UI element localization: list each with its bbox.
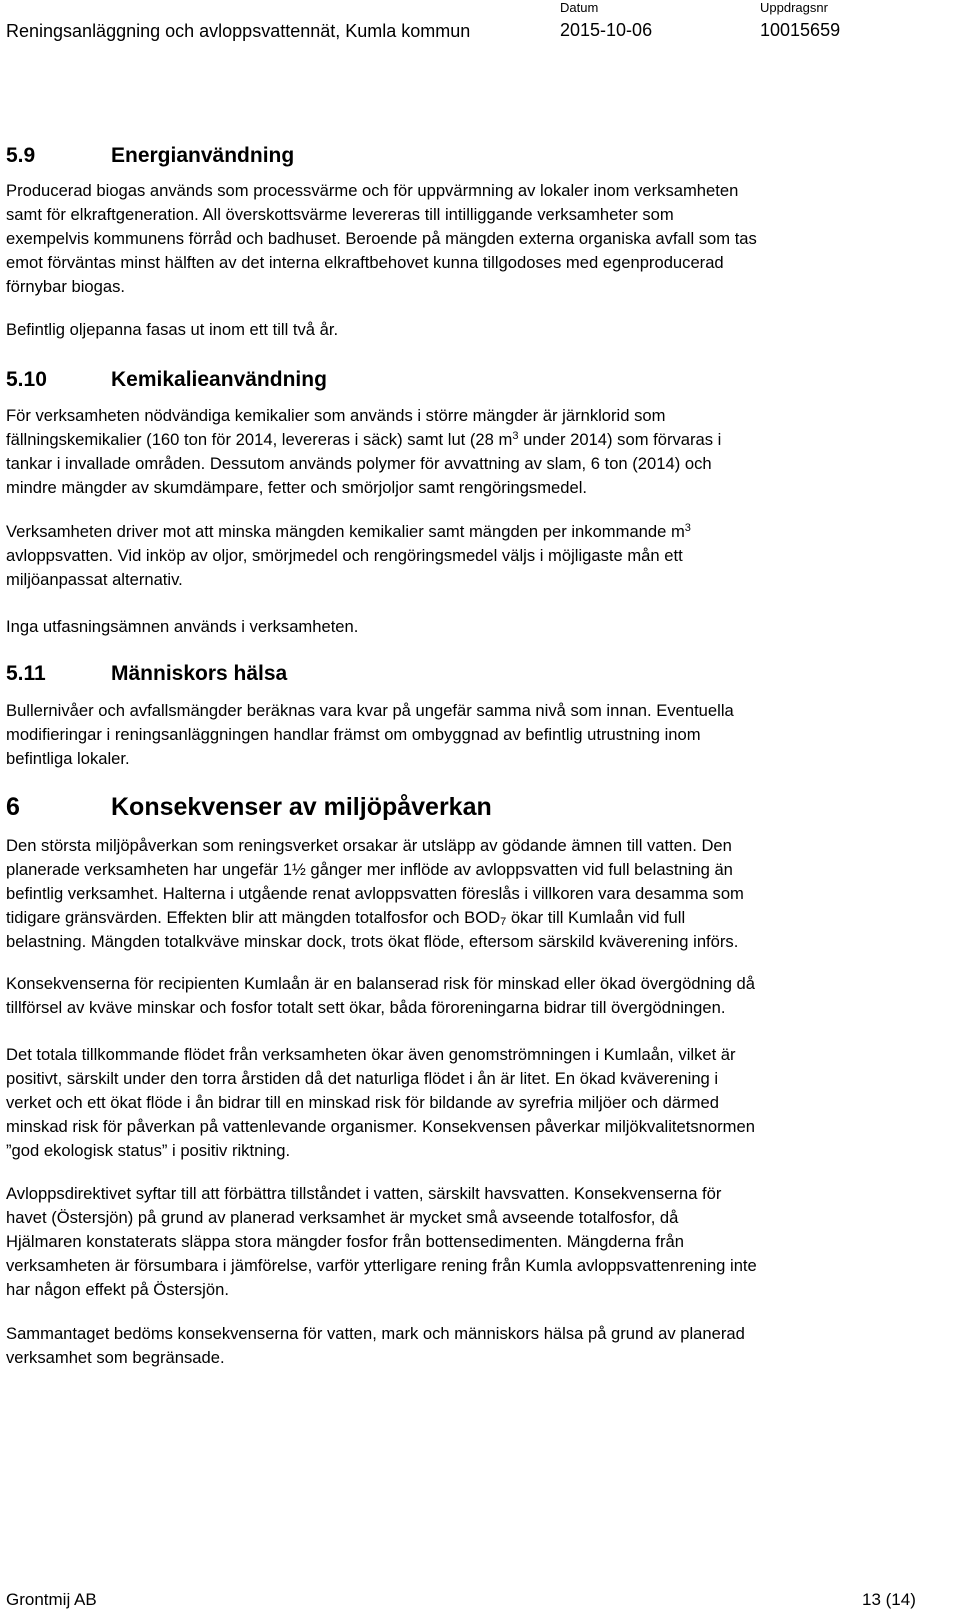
text-fragment: Verksamheten driver mot att minska mängden kemikalier samt mängden per inkommande m: [6, 522, 685, 541]
footer-company: Grontmij AB: [6, 1590, 97, 1609]
text-line: För verksamheten nödvändiga kemikalier som används i större mängder är järnklorid som: [6, 406, 666, 425]
paragraph: [6, 834, 946, 954]
text-line: verksamheten är försumbara i jämförelse, varför ytterligare rening från Kumla avloppsvattenrening inte: [6, 1256, 757, 1275]
section-title: Människors hälsa: [111, 662, 288, 685]
section-number: 5.11: [6, 662, 46, 685]
text-line: miljöanpassat alternativ.: [6, 570, 183, 589]
section-title: Energianvändning: [111, 144, 295, 167]
text-line: tillförsel av kväve minskar och fosfor totalt sett ökar, båda föroreningarna bidrar till övergödningen.: [6, 998, 726, 1017]
text-fragment: ökar till Kumlaån vid full: [506, 908, 686, 927]
section-title: Kemikalieanvändning: [111, 368, 327, 391]
subscript: 7: [500, 916, 507, 928]
text-line: Inga utfasningsämnen används i verksamheten.: [6, 617, 359, 636]
text-line: tankar i invallade områden. Dessutom används polymer för avvattning av slam, 6 ton (2014) och: [6, 454, 712, 473]
section-number: 5.10: [6, 368, 47, 391]
text-line: befintlig verksamhet. Halterna i utgående renat avloppsvatten föreslås i villkoren vara desamma som: [6, 884, 744, 903]
page-number: 13 (14): [862, 1590, 916, 1609]
paragraph: [6, 699, 946, 771]
superscript: 3: [512, 430, 519, 442]
text-line: Avloppsdirektivet syftar till att förbättra tillståndet i vatten, särskilt havsvatten. Konsekvenserna för: [6, 1184, 722, 1203]
text-line: [6, 520, 946, 544]
text-line: Konsekvenserna för recipienten Kumlaån är en balanserad risk för minskad eller ökad övergödning då: [6, 974, 755, 993]
text-line: Producerad biogas används som processvärme och för uppvärmning av lokaler inom verksamheten: [6, 181, 739, 200]
assignment-label: Uppdragsnr: [760, 0, 828, 15]
section-heading-5-11: [6, 662, 287, 686]
text-line: ”god ekologisk status” i positiv riktning.: [6, 1141, 291, 1160]
paragraph: [6, 1322, 946, 1370]
section-number: 5.9: [6, 144, 36, 167]
superscript: 3: [684, 522, 691, 534]
text-line: positivt, särskilt under den torra årstiden då det naturliga flödet i ån är litet. En ökad kväverening i: [6, 1069, 719, 1088]
text-line: planerade verksamheten har ungefär 1½ gånger mer inflöde av avloppsvatten vid full belastning än: [6, 860, 733, 879]
paragraph: [6, 179, 946, 299]
text-fragment: under 2014) som förvaras i: [518, 430, 722, 449]
text-line: verket och ett ökat flöde i ån bidrar till en minskad risk för bildande av syrefria miljöer och därmed: [6, 1093, 719, 1112]
assignment-value: 10015659: [760, 20, 841, 40]
chapter-title: Konsekvenser av miljöpåverkan: [111, 793, 492, 821]
text-line: [6, 428, 946, 452]
chapter-heading-6: [6, 793, 492, 822]
text-line: befintliga lokaler.: [6, 749, 130, 768]
paragraph: [6, 1043, 946, 1163]
text-line: modifieringar i reningsanläggningen handlar främst om ombyggnad av befintlig utrustning inom: [6, 725, 701, 744]
document-title: Reningsanläggning och avloppsvattennät, Kumla kommun: [6, 21, 471, 41]
text-line: avloppsvatten. Vid inköp av oljor, smörjmedel och rengöringsmedel väljs i möjligaste mån ett: [6, 546, 683, 565]
date-value: 2015-10-06: [560, 20, 653, 40]
text-line: Det totala tillkommande flödet från verksamheten ökar även genomströmningen i Kumlaån, vilket är: [6, 1045, 736, 1064]
chapter-number: 6: [6, 793, 20, 821]
text-line: Bullernivåer och avfallsmängder beräknas vara kvar på ungefär samma nivå som innan. Eventuella: [6, 701, 734, 720]
text-line: emot förväntas minst hälften av det interna elkraftbehovet kunna tillgodoses med egenproducerad: [6, 253, 724, 272]
section-heading-5-10: [6, 368, 327, 392]
text-line: samt för elkraftgeneration. All överskottsvärme levereras till intilliggande verksamheter som: [6, 205, 674, 224]
paragraph: [6, 520, 946, 592]
paragraph: [6, 318, 946, 342]
text-line: Hjälmaren konstaterats släppa stora mängder fosfor från bottensedimenten. Mängderna från: [6, 1232, 684, 1251]
paragraph: [6, 972, 946, 1020]
text-line: havet (Östersjön) på grund av planerad verksamhet är mycket små avseende totalfosfor, då: [6, 1208, 679, 1227]
text-fragment: tidigare gränsvärden. Effekten blir att mängden totalfosfor och BOD: [6, 908, 501, 927]
text-line: Befintlig oljepanna fasas ut inom ett till två år.: [6, 320, 339, 339]
text-line: Den största miljöpåverkan som reningsverket orsakar är utsläpp av gödande ämnen till vatten. Den: [6, 836, 732, 855]
text-line: verksamhet som begränsade.: [6, 1348, 225, 1367]
text-fragment: fällningskemikalier (160 ton för 2014, levereras i säck) samt lut (28 m: [6, 430, 513, 449]
text-line: mindre mängder av skumdämpare, fetter och smörjoljor samt rengöringsmedel.: [6, 478, 588, 497]
section-heading-5-9: [6, 144, 294, 168]
text-line: Sammantaget bedöms konsekvenserna för vatten, mark och människors hälsa på grund av planerad: [6, 1324, 745, 1343]
paragraph: [6, 404, 946, 500]
text-line: exempelvis kommunens förråd och badhuset. Beroende på mängden externa organiska avfall som tas: [6, 229, 757, 248]
paragraph: [6, 1182, 946, 1302]
date-label: Datum: [560, 0, 599, 15]
text-line: minskad risk för påverkan på vattenlevande organismer. Konsekvensen påverkar miljökvalitetsnormen: [6, 1117, 755, 1136]
text-line: belastning. Mängden totalkväve minskar dock, trots ökat flöde, eftersom särskild kväverening införs.: [6, 932, 739, 951]
text-line: har någon effekt på Östersjön.: [6, 1280, 229, 1299]
paragraph: [6, 615, 946, 639]
text-line: [6, 906, 946, 930]
text-line: förnybar biogas.: [6, 277, 125, 296]
